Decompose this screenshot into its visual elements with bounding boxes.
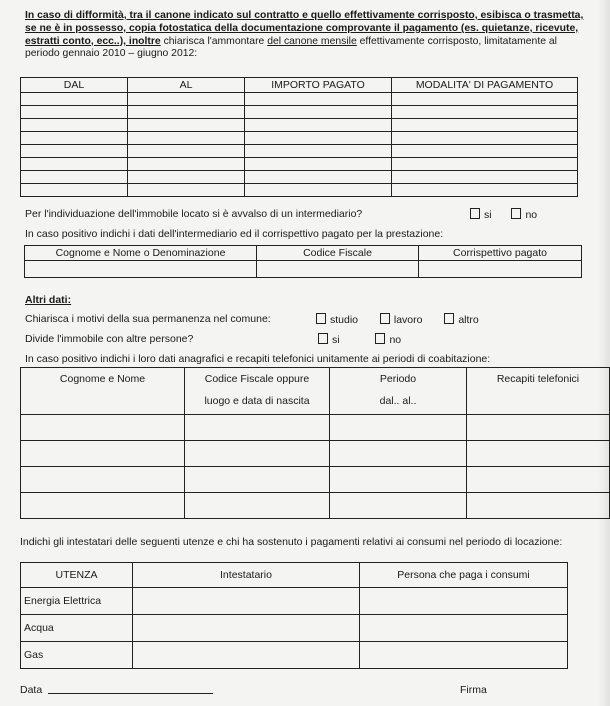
cell[interactable] bbox=[245, 93, 392, 106]
intermediary-options bbox=[470, 208, 537, 221]
cell[interactable] bbox=[245, 106, 392, 119]
cell[interactable] bbox=[128, 106, 245, 119]
table-row bbox=[21, 171, 578, 184]
cell[interactable] bbox=[21, 441, 185, 467]
cell[interactable] bbox=[330, 415, 467, 441]
header-corrispettivo: Corrispettivo pagato bbox=[419, 246, 582, 261]
table-row bbox=[21, 642, 568, 669]
cell[interactable] bbox=[128, 132, 245, 145]
share-yes-checkbox[interactable] bbox=[318, 333, 328, 344]
cell[interactable] bbox=[257, 261, 419, 278]
cell[interactable] bbox=[392, 145, 578, 158]
cohab-table bbox=[20, 367, 610, 519]
header-recapiti: Recapiti telefonici bbox=[467, 368, 610, 415]
header-cf-line1: Codice Fiscale oppure bbox=[204, 373, 310, 385]
cell[interactable] bbox=[128, 145, 245, 158]
table-row bbox=[21, 119, 578, 132]
cell[interactable] bbox=[21, 106, 128, 119]
share-no-checkbox[interactable] bbox=[375, 333, 385, 344]
intermediary-yes-label: si bbox=[484, 209, 492, 221]
table-row bbox=[21, 106, 578, 119]
header-importo: IMPORTO PAGATO bbox=[245, 78, 392, 93]
studio-label: studio bbox=[330, 314, 359, 326]
cell[interactable] bbox=[392, 184, 578, 197]
cell[interactable] bbox=[21, 158, 128, 171]
header-cf-line2: luogo e data di nascita bbox=[204, 395, 310, 407]
lavoro-checkbox[interactable] bbox=[380, 313, 390, 324]
date-field[interactable] bbox=[48, 693, 213, 694]
cell[interactable] bbox=[330, 467, 467, 493]
cell[interactable] bbox=[128, 119, 245, 132]
reason-options bbox=[316, 313, 479, 326]
table-row bbox=[21, 588, 568, 615]
cell[interactable] bbox=[21, 415, 185, 441]
cell[interactable] bbox=[21, 132, 128, 145]
utility-acqua: Acqua bbox=[21, 615, 133, 642]
cell[interactable] bbox=[392, 119, 578, 132]
other-data-title: Altri dati: bbox=[25, 294, 72, 306]
altro-label: altro bbox=[458, 314, 479, 326]
cell[interactable] bbox=[21, 145, 128, 158]
date-label: Data bbox=[20, 684, 43, 696]
table-row bbox=[21, 132, 578, 145]
share-yes-label: si bbox=[332, 334, 340, 346]
cell[interactable] bbox=[185, 415, 330, 441]
cell[interactable] bbox=[245, 158, 392, 171]
signature-label: Firma bbox=[460, 684, 487, 696]
table-row bbox=[21, 467, 610, 493]
cell[interactable] bbox=[128, 93, 245, 106]
header-cognome-nome: Cognome e Nome bbox=[21, 368, 185, 415]
intermediary-no-label: no bbox=[525, 209, 538, 221]
table-row bbox=[21, 158, 578, 171]
utility-energia: Energia Elettrica bbox=[21, 588, 133, 615]
cell[interactable] bbox=[21, 93, 128, 106]
cell[interactable] bbox=[467, 415, 610, 441]
intermediary-question: Per l'individuazione dell'immobile locato si è avvalso di un intermediario? bbox=[25, 208, 363, 220]
reason-question: Chiarisca i motivi della sua permanenza nel comune: bbox=[25, 313, 271, 325]
cell[interactable] bbox=[21, 467, 185, 493]
table-row bbox=[21, 415, 610, 441]
cell[interactable] bbox=[245, 132, 392, 145]
header-al: AL bbox=[128, 78, 245, 93]
table-row bbox=[21, 493, 610, 519]
intermediary-yes-checkbox[interactable] bbox=[470, 208, 480, 219]
cell[interactable] bbox=[245, 184, 392, 197]
cell[interactable] bbox=[128, 158, 245, 171]
header-codice-fiscale: Codice Fiscale bbox=[257, 246, 419, 261]
header-utenza: UTENZA bbox=[21, 563, 133, 588]
cell[interactable] bbox=[245, 119, 392, 132]
cell[interactable] bbox=[467, 441, 610, 467]
cell[interactable] bbox=[467, 467, 610, 493]
cohab-instruction: In caso positivo indichi i loro dati anagrafici e recapiti telefonici unitamente ai periodi di coabitazione: bbox=[25, 353, 491, 365]
intro-paragraph bbox=[25, 10, 585, 61]
table-row bbox=[21, 441, 610, 467]
cell[interactable] bbox=[330, 493, 467, 519]
header-persona-paga: Persona che paga i consumi bbox=[360, 563, 568, 588]
header-periodo bbox=[330, 368, 467, 415]
intermediary-no-checkbox[interactable] bbox=[511, 208, 521, 219]
cell[interactable] bbox=[21, 184, 128, 197]
cell[interactable] bbox=[133, 615, 360, 642]
table-row bbox=[21, 93, 578, 106]
cell[interactable] bbox=[419, 261, 582, 278]
utilities-table bbox=[20, 562, 568, 669]
studio-checkbox[interactable] bbox=[316, 313, 326, 324]
share-question: Divide l'immobile con altre persone? bbox=[25, 333, 194, 345]
header-dal: DAL bbox=[21, 78, 128, 93]
table-row bbox=[25, 261, 582, 278]
cell[interactable] bbox=[25, 261, 257, 278]
cell[interactable] bbox=[467, 493, 610, 519]
cell[interactable] bbox=[360, 588, 568, 615]
utility-gas: Gas bbox=[21, 642, 133, 669]
share-options bbox=[318, 333, 401, 346]
header-periodo-line2: dal.. al.. bbox=[379, 395, 417, 407]
lavoro-label: lavoro bbox=[393, 314, 423, 326]
cell[interactable] bbox=[245, 171, 392, 184]
page-edge-shadow bbox=[598, 0, 610, 706]
cell[interactable] bbox=[392, 158, 578, 171]
header-codice-fiscale-nascita bbox=[185, 368, 330, 415]
cell[interactable] bbox=[185, 441, 330, 467]
cell[interactable] bbox=[392, 132, 578, 145]
cell[interactable] bbox=[185, 467, 330, 493]
cell[interactable] bbox=[133, 642, 360, 669]
cell[interactable] bbox=[185, 493, 330, 519]
cell[interactable] bbox=[128, 184, 245, 197]
payments-table bbox=[20, 77, 578, 197]
table-row bbox=[21, 145, 578, 158]
intermediary-question-line bbox=[25, 208, 362, 220]
cell[interactable] bbox=[133, 588, 360, 615]
cell[interactable] bbox=[392, 171, 578, 184]
share-no-label: no bbox=[389, 334, 402, 346]
header-cognome: Cognome e Nome o Denominazione bbox=[25, 246, 257, 261]
utilities-instruction: Indichi gli intestatari delle seguenti utenze e chi ha sostenuto i pagamenti relativi ai consumi nel periodo di locazione: bbox=[20, 536, 563, 548]
table-row bbox=[21, 184, 578, 197]
cell[interactable] bbox=[360, 615, 568, 642]
cell[interactable] bbox=[128, 171, 245, 184]
header-modalita: MODALITA' DI PAGAMENTO bbox=[392, 78, 578, 93]
header-intestatario: Intestatario bbox=[133, 563, 360, 588]
header-periodo-line1: Periodo bbox=[379, 373, 417, 385]
intro-underlined: del canone mensile bbox=[267, 35, 357, 47]
altro-checkbox[interactable] bbox=[444, 313, 454, 324]
cell[interactable] bbox=[392, 106, 578, 119]
cell[interactable] bbox=[330, 441, 467, 467]
intro-plain-2: effettivamente corrisposto, limitatamente al periodo gennaio 2010 – giugno 2012: bbox=[25, 35, 557, 60]
cell[interactable] bbox=[245, 145, 392, 158]
cell[interactable] bbox=[360, 642, 568, 669]
intro-plain-1: chiarisca l'ammontare bbox=[160, 35, 268, 47]
intermediary-table bbox=[24, 245, 582, 278]
intermediary-instruction: In caso positivo indichi i dati dell'intermediario ed il corrispettivo pagato per la prestazione: bbox=[25, 228, 444, 240]
cell[interactable] bbox=[392, 93, 578, 106]
cell[interactable] bbox=[21, 119, 128, 132]
cell[interactable] bbox=[21, 171, 128, 184]
table-row bbox=[21, 615, 568, 642]
intro-bold-text: In caso di difformità, tra il canone indicato sul contratto e quello effettivamente corrisposto, esibisca o trasmetta, se ne è in possesso, copia fotostatica della documentazione comprovante il pagamento (es. quietanze, ricevute, estratti conto, ecc..), inoltre bbox=[25, 10, 584, 47]
cell[interactable] bbox=[21, 493, 185, 519]
